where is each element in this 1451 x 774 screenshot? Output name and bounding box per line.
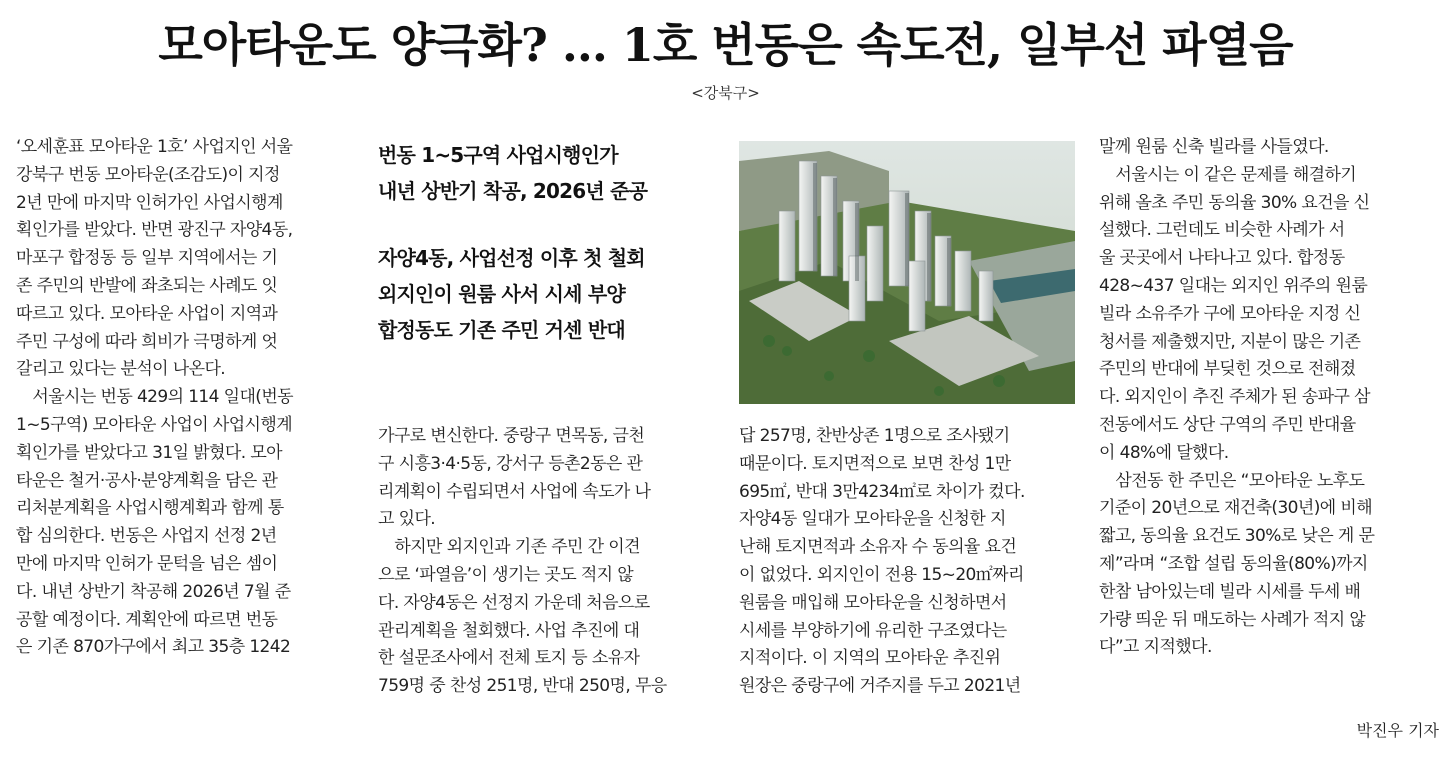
text-line: 난해 토지면적과 소유자 수 동의율 요건 [739, 537, 1017, 558]
text-line: 다. 외지인이 추진 주체가 된 송파구 삼 [1099, 387, 1370, 408]
article-column-3 [739, 423, 1075, 701]
subhead-line: 자양4동, 사업선정 이후 첫 철회 [378, 246, 645, 270]
text-line: 다. 내년 상반기 착공해 2026년 7월 준 [16, 581, 291, 602]
text-line: 가구로 변신한다. 중랑구 면목동, 금천 [378, 426, 645, 446]
text-line: 고 있다. [378, 509, 436, 530]
text-line: 1~5구역) 모아타운 사업이 사업시행계 [16, 414, 293, 435]
text-line: 강북구 번동 모아타운(조감도)이 지정 [16, 164, 280, 185]
text-line: 청서를 제출했지만, 지분이 많은 기존 [1099, 331, 1361, 352]
subhead-group-1 [378, 137, 714, 209]
text-line: 지적이다. 이 지역의 모아타운 추진위 [739, 648, 1001, 669]
text-line: 한참 남아있는데 빌라 시세를 두세 배 [1099, 581, 1361, 602]
text-line: 획인가를 받았다. 반면 광진구 자양4동, [16, 220, 293, 241]
text-line: 이 48%에 달했다. [1099, 442, 1229, 463]
text-line: ‘오세훈표 모아타운 1호’ 사업지인 서울 [16, 137, 293, 157]
text-line: 이 없었다. 외지인이 전용 15~20㎡짜리 [739, 564, 1024, 585]
text-line: 답 257명, 찬반상존 1명으로 조사됐기 [739, 426, 1010, 446]
text-line: 2년 만에 마지막 인허가인 사업시행계 [16, 192, 283, 213]
text-line: 한 설문조사에서 전체 토지 등 소유자 [378, 648, 640, 669]
text-line: 서울시는 이 같은 문제를 해결하기 [1099, 164, 1357, 185]
text-line: 위해 올초 주민 동의율 30% 요건을 신 [1099, 192, 1370, 213]
byline: 박진우 기자 [1356, 721, 1439, 740]
article-column-2 [378, 423, 714, 701]
text-line: 말께 원룸 신축 빌라를 사들였다. [1099, 137, 1329, 157]
text-line: 공할 예정이다. 계획안에 따르면 번동 [16, 609, 278, 630]
text-line: 타운은 철거·공사·분양계획을 담은 관 [16, 470, 278, 491]
text-line: 따르고 있다. 모아타운 사업이 지역과 [16, 303, 278, 324]
text-line: 삼전동 한 주민은 “모아타운 노후도 [1099, 470, 1365, 491]
text-line: 서울시는 번동 429의 114 일대(번동 [16, 387, 293, 408]
text-line: 시세를 부양하기에 유리한 구조였다는 [739, 620, 1007, 641]
headline: 모아타운도 양극화? … 1호 번동은 속도전, 일부선 파열음 [158, 18, 1293, 72]
text-line: 다. 자양4동은 선정지 가운데 처음으로 [378, 592, 650, 613]
subhead-line: 내년 상반기 착공, 2026년 준공 [378, 179, 648, 203]
subhead-line: 합정동도 기존 주민 거센 반대 [378, 318, 625, 342]
subhead-line: 외지인이 원룸 사서 시세 부양 [378, 282, 625, 306]
text-line: 관리계획을 철회했다. 사업 추진에 대 [378, 620, 640, 641]
text-line: 때문이다. 토지면적으로 보면 찬성 1만 [739, 453, 1011, 474]
text-line: 마포구 합정동 등 일부 지역에서는 기 [16, 248, 278, 269]
text-line: 리처분계획을 사업시행계획과 함께 통 [16, 498, 284, 519]
text-line: 하지만 외지인과 기존 주민 간 이견 [378, 537, 640, 558]
text-line: 자양4동 일대가 모아타운을 신청한 지 [739, 509, 1006, 530]
text-line: 원장은 중랑구에 거주지를 두고 2021년 [739, 676, 1021, 697]
subhead-line: 번동 1~5구역 사업시행인가 [378, 143, 618, 167]
text-line: 가량 띄운 뒤 매도하는 사례가 적지 않 [1099, 609, 1366, 630]
text-line: 759명 중 찬성 251명, 반대 250명, 무응 [378, 676, 667, 697]
text-line: 으로 ‘파열음’이 생기는 곳도 적지 않 [378, 564, 634, 585]
text-line: 짧고, 동의율 요건도 30%로 낮은 게 문 [1099, 526, 1375, 547]
text-line: 존 주민의 반발에 좌초되는 사례도 잇 [16, 275, 278, 296]
text-line: 갈리고 있다는 분석이 나온다. [16, 359, 226, 380]
region-label: <강북구> [691, 84, 760, 102]
text-line: 제”라며 “조합 설립 동의율(80%)까지 [1099, 553, 1368, 574]
text-line: 빌라 소유주가 구에 모아타운 지정 신 [1099, 303, 1361, 324]
text-line: 구 시흥3·4·5동, 강서구 등촌2동은 관 [378, 453, 643, 474]
text-line: 합 심의한다. 번동은 사업지 선정 2년 [16, 526, 277, 547]
text-line: 설했다. 그런데도 비슷한 사례가 서 [1099, 220, 1345, 241]
text-line: 주민 구성에 따라 희비가 극명하게 엇 [16, 331, 278, 352]
text-line: 은 기존 870가구에서 최고 35층 1242 [16, 637, 291, 658]
text-line: 전동에서도 상단 구역의 주민 반대율 [1099, 414, 1356, 435]
aerial-rendering-image [739, 141, 1075, 404]
text-line: 획인가를 받았다고 31일 밝혔다. 모아 [16, 442, 282, 463]
text-line: 만에 마지막 인허가 문턱을 넘은 셈이 [16, 553, 278, 574]
text-line: 주민의 반대에 부딪힌 것으로 전해졌 [1099, 359, 1356, 380]
text-line: 기준이 20년으로 재건축(30년)에 비해 [1099, 498, 1373, 519]
text-line: 428~437 일대는 외지인 위주의 원룸 [1099, 275, 1368, 296]
article-column-1 [16, 134, 352, 662]
text-line: 695㎡, 반대 3만4234㎡로 차이가 컸다. [739, 481, 1025, 502]
subhead-group-2 [378, 240, 714, 348]
text-line: 원룸을 매입해 모아타운을 신청하면서 [739, 592, 1007, 613]
text-line: 다”고 지적했다. [1099, 637, 1212, 658]
text-line: 울 곳곳에서 나타나고 있다. 합정동 [1099, 248, 1345, 269]
text-line: 리계획이 수립되면서 사업에 속도가 나 [378, 481, 651, 502]
article-column-4 [1099, 134, 1435, 662]
